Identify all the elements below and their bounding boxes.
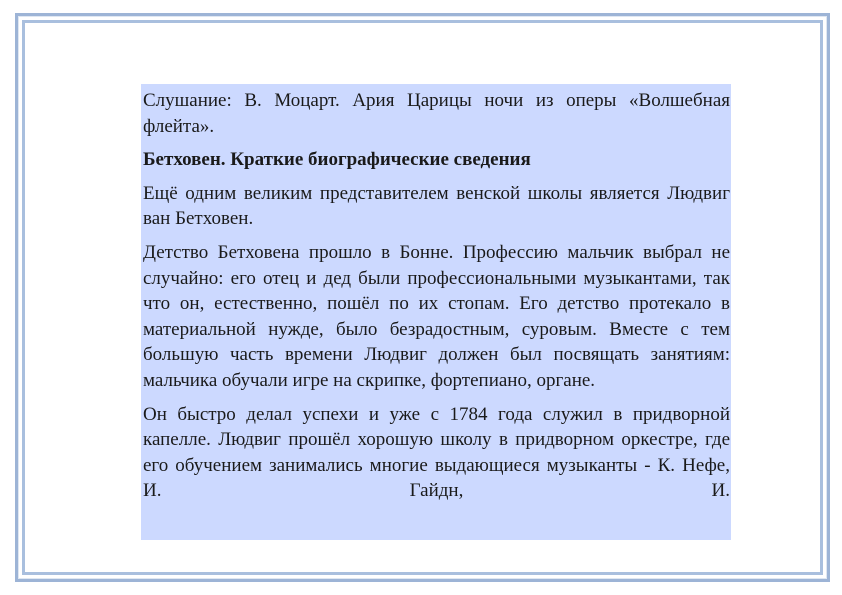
section-heading: Бетховен. Краткие биографические сведения (143, 149, 531, 171)
paragraph-career: Он быстро делал успехи и уже с 1784 года служил в придворной капелле. Людвиг прошёл хорошую школу в придворном оркестре, где его обучением занимались многие выдающиеся музыканты - К. Нефе, И. Гайдн, И. (143, 403, 730, 502)
listening-line: Слушание: В. Моцарт. Ария Царицы ночи из оперы «Волшебная флейта». (143, 90, 730, 137)
paragraph-childhood: Детство Бетховена прошло в Бонне. Профессию мальчик выбрал не случайно: его отец и дед были профессиональными музыкантами, так что он, естественно, пошёл по их стопам. Его детство протекало в материальной нужде, было безрадостным, суровым. Вместе с тем большую часть времени Людвиг должен был посвящать занятиям: мальчика обучали игре на скрипке, фортепиано, органе. (143, 241, 730, 391)
text-box (141, 84, 731, 540)
paragraph-intro: Ещё одним великим представителем венской школы является Людвиг ван Бетховен. (143, 182, 730, 230)
